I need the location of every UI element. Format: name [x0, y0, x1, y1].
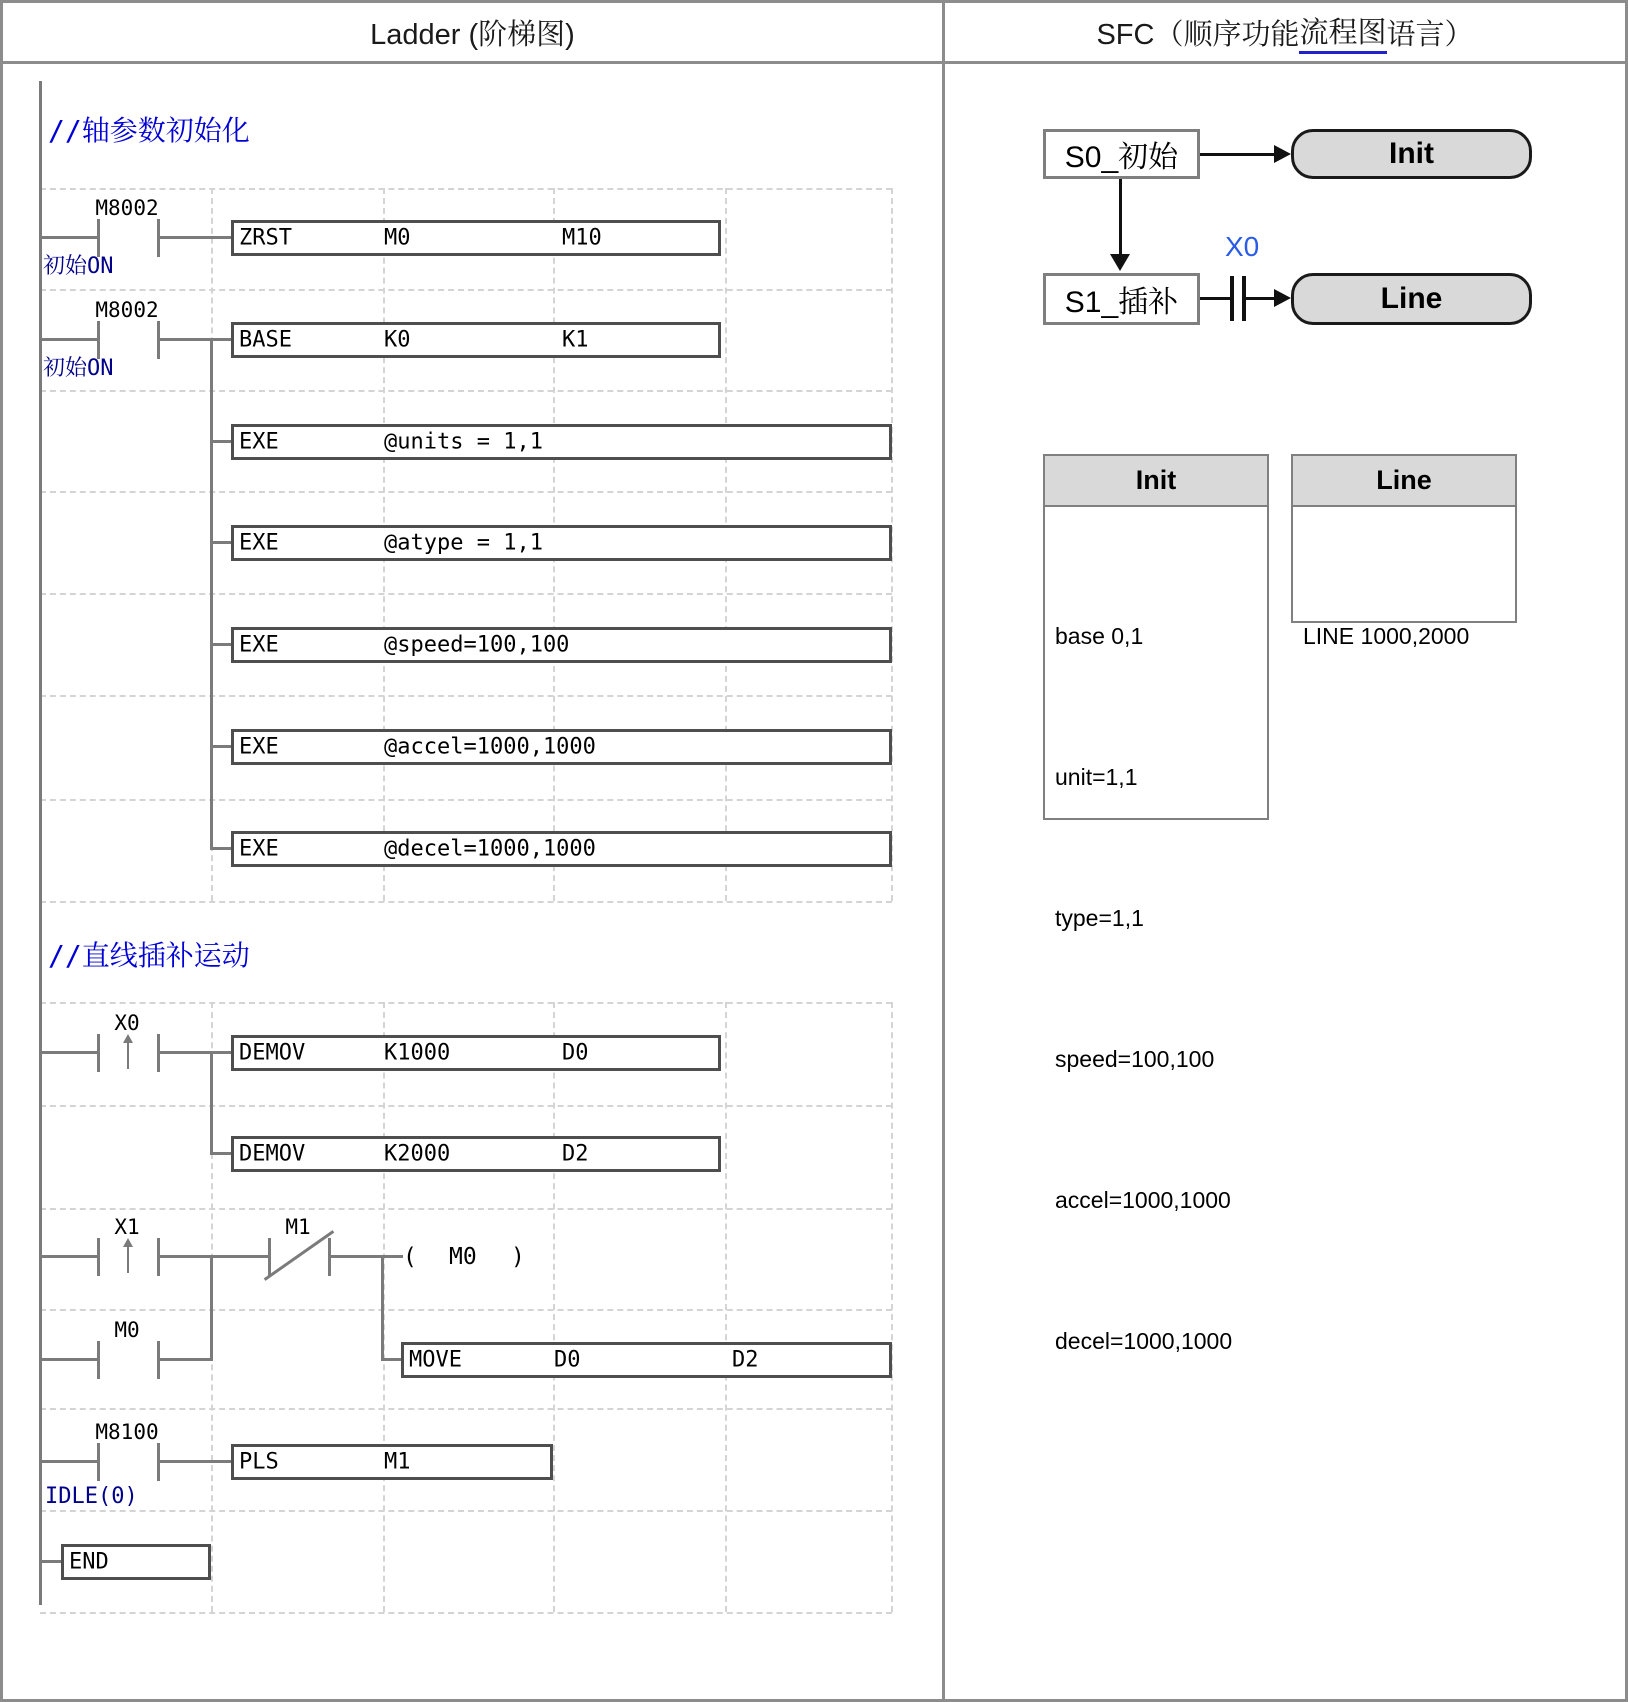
init-table-header: Init [1045, 456, 1267, 507]
sfc-step-s0-label: S0_初始 [1064, 141, 1179, 174]
sfc-action-init-label: Init [1389, 137, 1434, 170]
power-rail [39, 81, 42, 1605]
opcode: END [69, 1549, 109, 1575]
arrow-right-icon [1274, 145, 1291, 163]
table-row: accel=1000,1000 [1055, 1187, 1231, 1213]
table-row: speed=100,100 [1055, 1046, 1215, 1072]
sfc-wire [1200, 297, 1231, 300]
ladder-comment-init: //轴参数初始化 [48, 114, 250, 147]
gridline [40, 1612, 892, 1614]
wire-segment [210, 1152, 231, 1155]
contact-no [97, 1443, 100, 1481]
line-table-body [1293, 507, 1515, 754]
operand-expr: @units = 1,1 [384, 429, 543, 455]
contact-rising-edge [97, 1034, 100, 1072]
operand-1: D0 [554, 1347, 581, 1373]
sfc-arrow-line [1246, 297, 1276, 300]
wire-segment [210, 643, 231, 646]
wire-segment [331, 1255, 403, 1258]
contact-rising-edge [97, 1238, 100, 1276]
wire-segment [40, 1255, 98, 1258]
init-table-body [1045, 507, 1267, 1459]
wire-segment [210, 541, 231, 544]
contact-nc [268, 1238, 271, 1276]
opcode: EXE [239, 836, 279, 862]
contact-label: M1 [285, 1215, 311, 1239]
operand-1: K1000 [384, 1040, 451, 1066]
gridline [40, 1105, 892, 1107]
rising-edge-icon [127, 1245, 129, 1273]
instruction-box-exe-units [231, 424, 892, 460]
branch-wire [210, 1255, 213, 1361]
contact-label: X0 [114, 1011, 140, 1035]
rising-edge-icon [123, 1034, 133, 1043]
gridline [40, 188, 892, 190]
wire-segment [40, 1051, 98, 1054]
coil-close: ) [511, 1244, 525, 1270]
operand-2: M10 [562, 225, 602, 251]
instruction-box-exe-atype [231, 525, 892, 561]
opcode: BASE [239, 327, 292, 353]
opcode: EXE [239, 530, 279, 556]
ladder-comment-motion: //直线插补运动 [48, 939, 250, 972]
gridline [40, 1002, 892, 1004]
wire-segment [160, 236, 231, 239]
operand-expr: @atype = 1,1 [384, 530, 543, 556]
operand-expr: @speed=100,100 [384, 632, 570, 658]
wire-segment [40, 1560, 61, 1563]
sfc-step-s1 [1043, 273, 1200, 325]
branch-wire [381, 1255, 384, 1359]
gridline [40, 799, 892, 801]
gridline [40, 593, 892, 595]
sfc-arrow-line [1119, 179, 1122, 255]
sfc-step-s1-label: S1_插补 [1064, 286, 1179, 319]
instruction-box-exe-decel [231, 831, 892, 867]
opcode: DEMOV [239, 1040, 306, 1066]
panel-divider [942, 3, 945, 1699]
sfc-title-prefix: SFC（顺序功能 [1096, 18, 1300, 51]
coil-open: ( [403, 1244, 417, 1270]
operand-2: D2 [562, 1141, 589, 1167]
opcode: MOVE [409, 1347, 462, 1373]
sfc-action-line-label: Line [1380, 282, 1443, 315]
wire-segment [160, 1358, 213, 1361]
wire-segment [160, 1051, 231, 1054]
instruction-box-move [401, 1342, 892, 1378]
wire-segment [210, 440, 231, 443]
device-comment: 初始ON [43, 356, 114, 381]
operand-1: M0 [384, 225, 411, 251]
wire-segment [210, 745, 231, 748]
opcode: EXE [239, 632, 279, 658]
opcode: PLS [239, 1449, 279, 1475]
sfc-title-link[interactable]: 流程图 [1299, 10, 1386, 54]
sfc-step-s0 [1043, 129, 1200, 179]
instruction-box-demov2 [231, 1136, 721, 1172]
gridline [40, 289, 892, 291]
operand-2: D0 [562, 1040, 589, 1066]
rising-edge-icon [127, 1041, 129, 1069]
sfc-arrow-line [1200, 153, 1275, 156]
gridline [553, 1002, 555, 1612]
gridline [40, 1408, 892, 1410]
instruction-box-zrst [231, 220, 721, 256]
table-row: decel=1000,1000 [1055, 1328, 1233, 1354]
arrow-down-icon [1110, 254, 1130, 271]
branch-wire [210, 1051, 213, 1155]
table-row: unit=1,1 [1055, 764, 1138, 790]
contact-no [97, 1341, 100, 1379]
coil-operand: M0 [449, 1244, 477, 1270]
device-comment: IDLE(0) [45, 1484, 138, 1509]
operand-1: K0 [384, 327, 411, 353]
instruction-box-base [231, 322, 721, 358]
wire-segment [40, 236, 98, 239]
wire-segment [160, 1255, 269, 1258]
table-row: LINE 1000,2000 [1303, 623, 1470, 649]
gridline [40, 1510, 892, 1512]
gridline [40, 390, 892, 392]
gridline [40, 695, 892, 697]
wire-segment [160, 338, 231, 341]
sfc-action-line [1291, 273, 1532, 325]
device-comment: 初始ON [43, 254, 114, 279]
table-row: base 0,1 [1055, 623, 1144, 649]
sfc-panel-title [945, 3, 1625, 61]
gridline [40, 1208, 892, 1210]
wire-segment [160, 1460, 231, 1463]
sfc-contact-bar [1230, 276, 1234, 321]
gridline [725, 1002, 727, 1612]
opcode: ZRST [239, 225, 292, 251]
opcode: EXE [239, 734, 279, 760]
sfc-action-init [1291, 129, 1532, 179]
wire-segment [40, 338, 98, 341]
line-table-header: Line [1293, 456, 1515, 507]
contact-label: X1 [114, 1215, 140, 1239]
operand-expr: @accel=1000,1000 [384, 734, 596, 760]
wire-segment [210, 847, 231, 850]
opcode: DEMOV [239, 1141, 306, 1167]
opcode: EXE [239, 429, 279, 455]
arrow-right-icon [1274, 289, 1291, 307]
sfc-title-suffix: 语言） [1386, 18, 1474, 51]
gridline [891, 1002, 893, 1612]
contact-label: M8002 [95, 298, 159, 322]
instruction-box-exe-accel [231, 729, 892, 765]
contact-label: M8002 [95, 196, 159, 220]
gridline [40, 1309, 892, 1311]
gridline [40, 491, 892, 493]
operand-1: M1 [384, 1449, 411, 1475]
init-action-table [1043, 454, 1269, 1354]
ladder-panel-title [3, 3, 942, 61]
operand-1: K2000 [384, 1141, 451, 1167]
wire-segment [40, 1460, 98, 1463]
sfc-transition-label: X0 [1225, 231, 1260, 262]
wire-segment [381, 1358, 401, 1361]
line-action-table [1291, 454, 1517, 649]
branch-wire [210, 338, 213, 850]
rising-edge-icon [123, 1238, 133, 1247]
operand-2: D2 [732, 1347, 759, 1373]
gridline [40, 901, 892, 903]
header-divider [3, 61, 1625, 64]
wire-segment [40, 1358, 98, 1361]
instruction-box-exe-speed [231, 627, 892, 663]
operand-expr: @decel=1000,1000 [384, 836, 596, 862]
instruction-box-demov1 [231, 1035, 721, 1071]
ladder-title-text: Ladder (阶梯图) [370, 18, 575, 51]
instruction-box-end [61, 1544, 211, 1580]
contact-label: M8100 [95, 1420, 159, 1444]
contact-label: M0 [114, 1318, 140, 1342]
instruction-box-pls [231, 1444, 553, 1480]
table-row: type=1,1 [1055, 905, 1144, 931]
operand-2: K1 [562, 327, 589, 353]
